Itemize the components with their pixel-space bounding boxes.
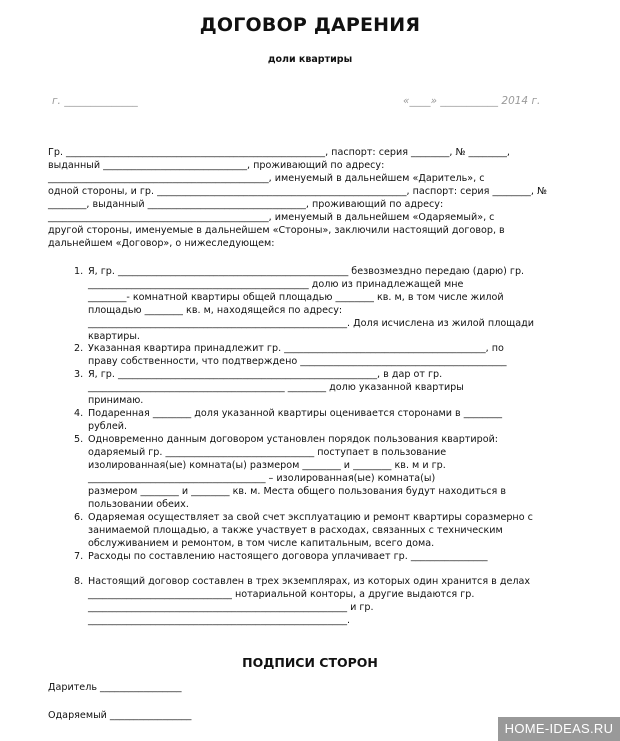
clause-line: Одаряемая осуществляет за свой счет эксплуатацию и ремонт квартиры соразмерно с — [88, 512, 533, 523]
clause-line: одаряемый гр. _______________________________ поступает в пользование — [88, 447, 447, 458]
clause-line: _____________________________________ – изолированная(ые) комната(ы) — [88, 473, 436, 484]
preamble-line: другой стороны, именуемые в дальнейшем «Стороны», заключили настоящий договор, в — [48, 225, 505, 236]
clause-number: 4. — [74, 408, 84, 419]
clause-line: принимаю. — [88, 395, 144, 406]
preamble-line: дальнейшем «Договор», о нижеследующем: — [48, 238, 275, 249]
clause-line: обслуживанием и ремонтом, в том числе капитальным, всего дома. — [88, 538, 435, 549]
watermark: HOME-IDEAS.RU — [498, 717, 620, 741]
clause-number: 2. — [74, 343, 84, 354]
clause-line: Указанная квартира принадлежит гр. __________________________________________, по — [88, 343, 504, 354]
clause-line: праву собственности, что подтверждено ___________________________________________ — [88, 356, 507, 367]
clause-number: 5. — [74, 434, 84, 445]
clause-line: ______________________________________________________. Доля исчислена из жилой площади — [88, 318, 534, 329]
clause-line: рублей. — [88, 421, 128, 432]
clause-line: ______________________________ нотариальной конторы, а другие выдаются гр. — [88, 589, 475, 600]
preamble-line: ______________________________________________, именуемый в дальнейшем «Одаряемый», с — [48, 212, 495, 223]
preamble-line: выданный ______________________________, проживающий по адресу: — [48, 160, 385, 171]
clause-number: 1. — [74, 266, 84, 277]
clause-number: 3. — [74, 369, 84, 380]
preamble-line: ______________________________________________, именуемый в дальнейшем «Даритель», с — [48, 173, 485, 184]
clause-line: Настоящий договор составлен в трех экземплярах, из которых один хранится в делах — [88, 576, 531, 587]
clause-line: Подаренная ________ доля указанной квартиры оценивается сторонами в ________ — [88, 408, 503, 419]
clause-line: ______________________________________________________ и гр. — [88, 602, 374, 613]
clause-line: пользовании обеих. — [88, 499, 189, 510]
preamble-line: одной стороны, и гр. ____________________________________________________, паспорт: серия ________, № — [48, 186, 547, 197]
clause-line: Я, гр. ________________________________________________ безвозмездно передаю (дарю) гр. — [88, 266, 525, 277]
donor-signature: Даритель _________________ — [48, 682, 182, 693]
preamble-line: Гр. ______________________________________________________, паспорт: серия ________, № ________, — [48, 147, 510, 158]
clause-line: ______________________________________________ долю из принадлежащей мне — [88, 279, 464, 290]
clause-line: ______________________________________________________. — [88, 615, 351, 626]
preamble-line: ________, выданный _________________________________, проживающий по адресу: — [48, 199, 444, 210]
clause-number: 6. — [74, 512, 84, 523]
clause-line: изолированная(ые) комната(ы) размером ________ и ________ кв. м и гр. — [88, 460, 446, 471]
signatures-heading: ПОДПИСИ СТОРОН — [242, 655, 378, 670]
clause-number: 8. — [74, 576, 84, 587]
date-field: «____» ___________ 2014 г. — [403, 95, 541, 107]
clause-line: Одновременно данным договором установлен порядок пользования квартирой: — [88, 434, 499, 445]
document-subtitle: доли квартиры — [267, 54, 353, 65]
clause-line: Я, гр. ______________________________________________________, в дар от гр. — [88, 369, 443, 380]
document-title: ДОГОВОР ДАРЕНИЯ — [199, 14, 421, 36]
recipient-signature: Одаряемый _________________ — [48, 710, 192, 721]
clause-line: квартиры. — [88, 331, 140, 342]
clause-line: занимаемой площадью, а также участвует в расходах, связанных с техническим — [88, 525, 503, 536]
clause-line: Расходы по составлению настоящего договора уплачивает гр. ________________ — [88, 551, 488, 562]
clause-line: площадью ________ кв. м, находящейся по адресу: — [88, 305, 343, 316]
clause-number: 7. — [74, 551, 84, 562]
clause-line: _________________________________________ ________ долю указанной квартиры — [88, 382, 464, 393]
clause-line: размером ________ и ________ кв. м. Места общего пользования будут находиться в — [88, 486, 506, 497]
place-field: г. ______________ — [52, 95, 138, 107]
clause-line: ________- комнатной квартиры общей площадью ________ кв. м, в том числе жилой — [88, 292, 504, 303]
